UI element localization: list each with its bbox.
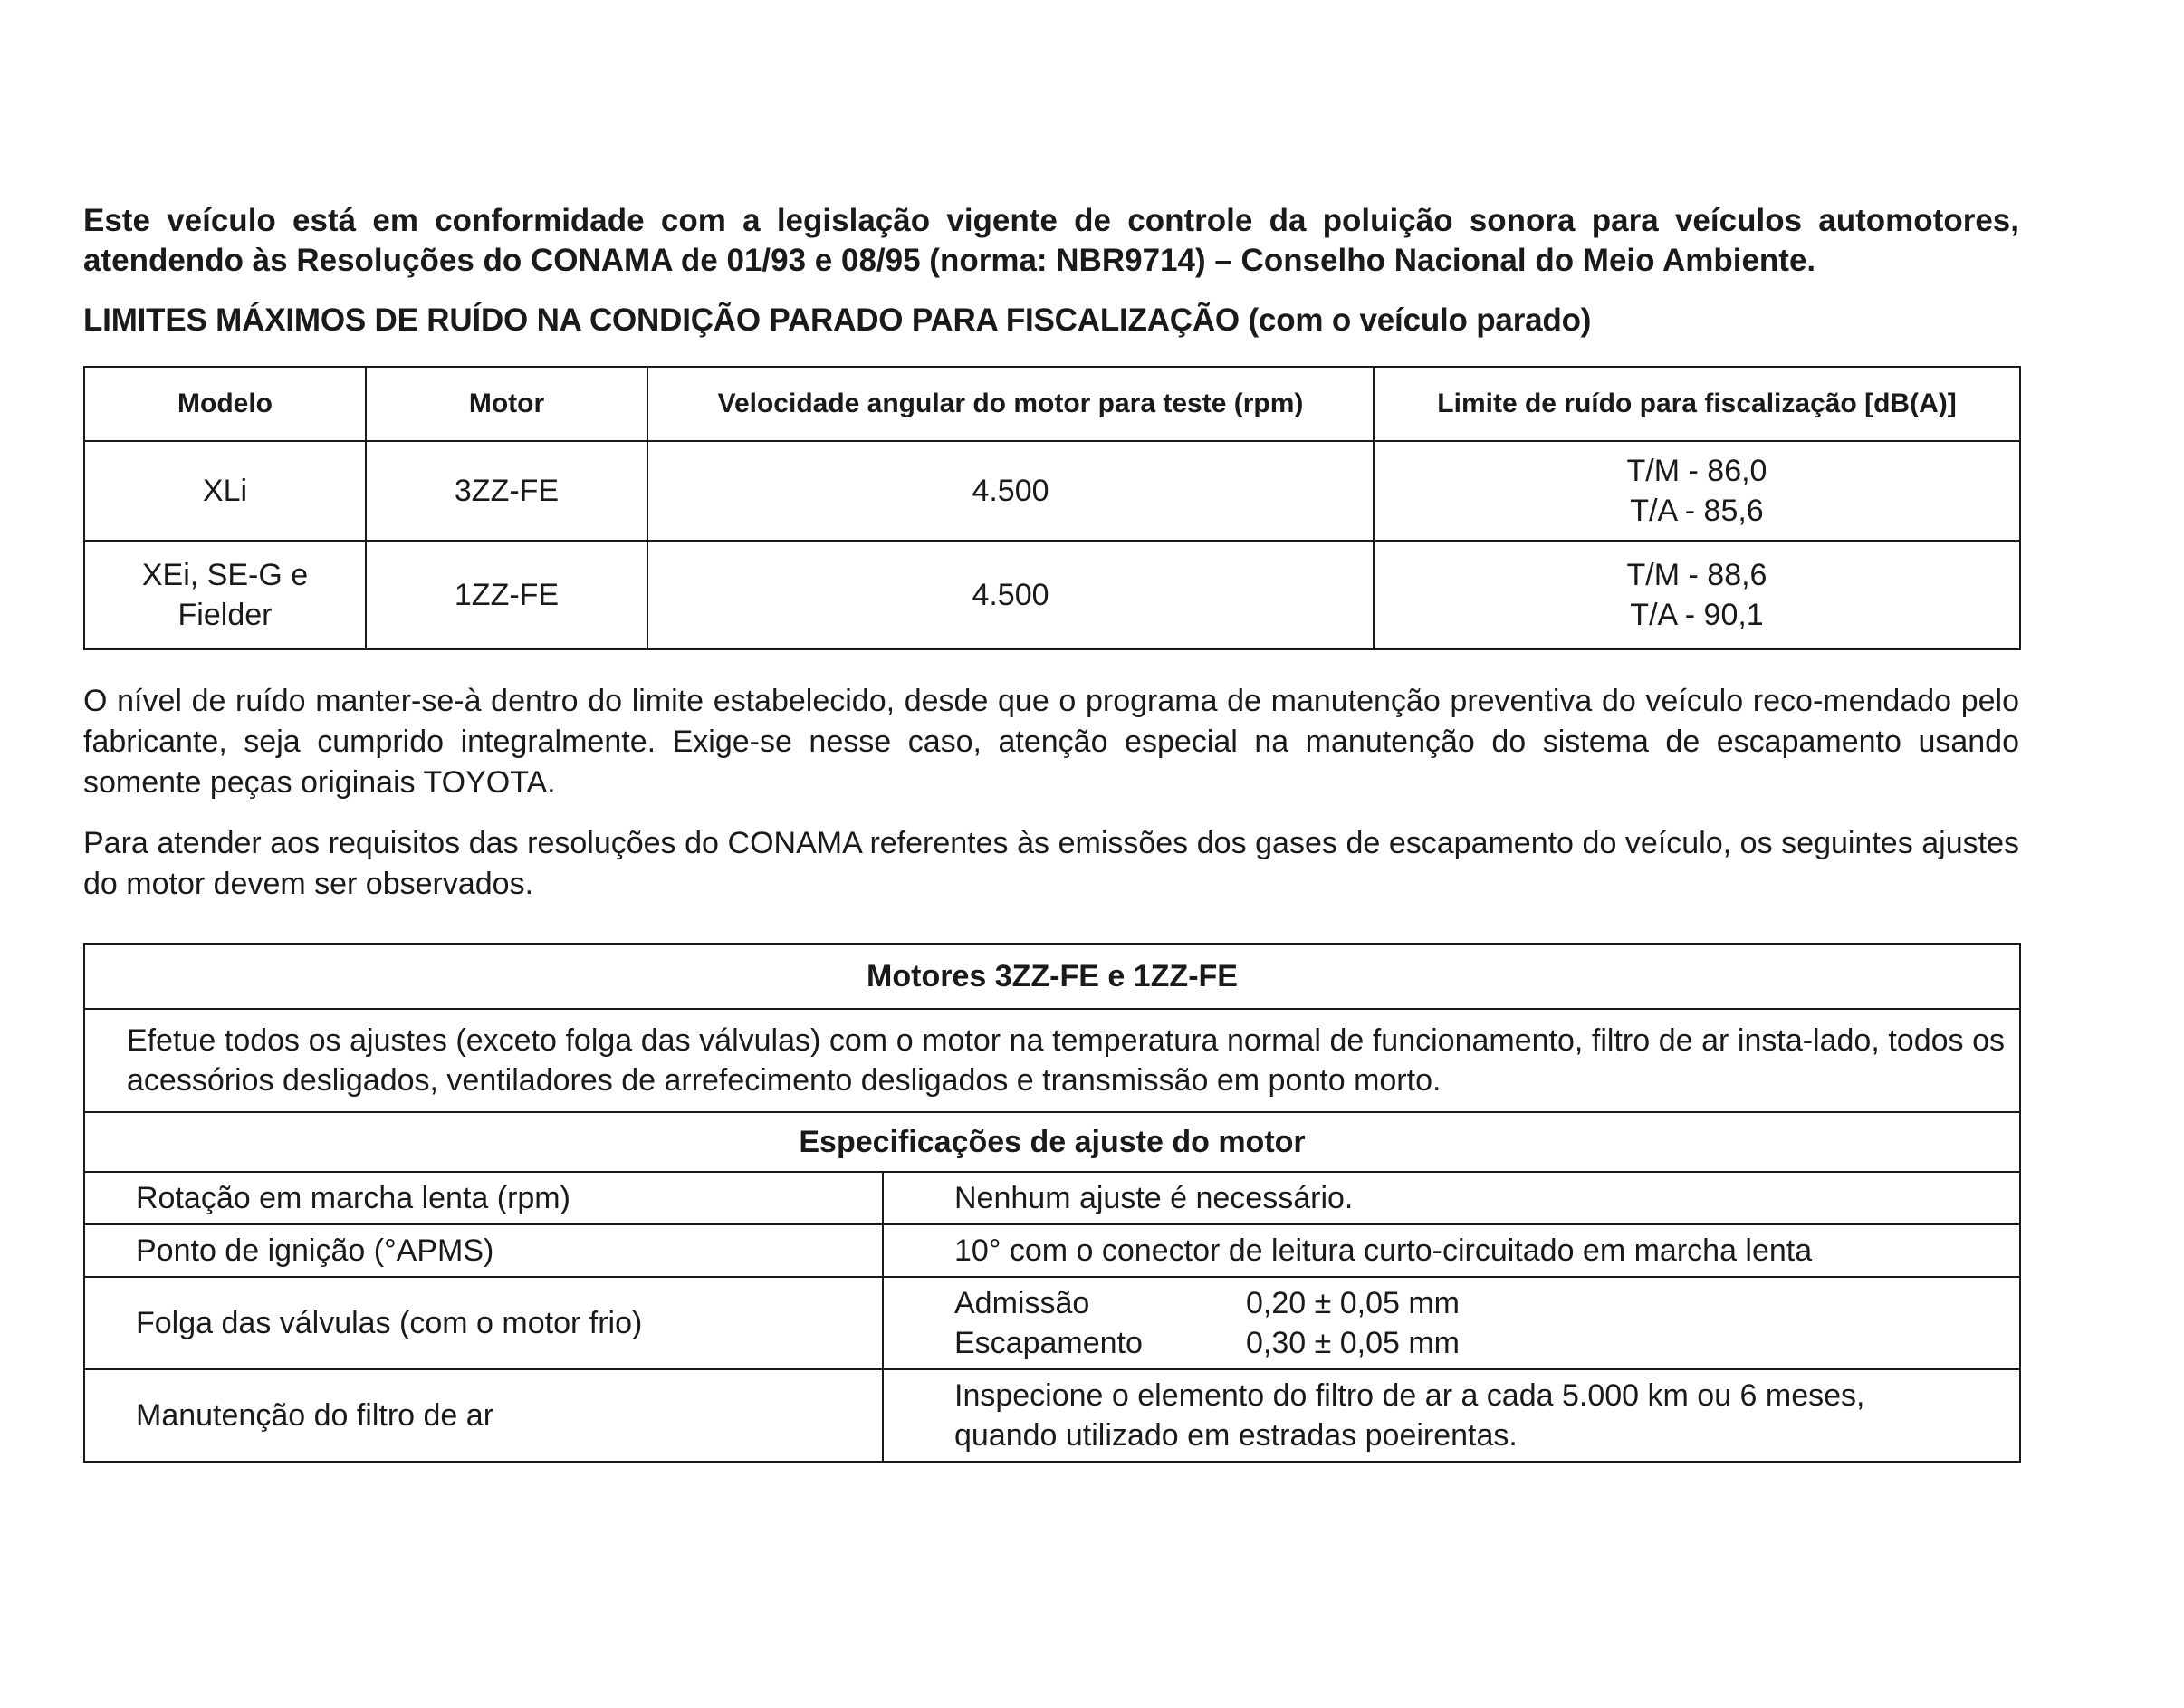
spec-subtitle-row: [84, 1112, 2020, 1172]
noise-limits-heading: LIMITES MÁXIMOS DE RUÍDO NA CONDIÇÃO PARADO PARA FISCALIZAÇÃO (com o veículo parado): [83, 302, 1592, 338]
spec-value-line: quando utilizado em estradas poeirentas.: [954, 1418, 1518, 1453]
clearance-value: 0,30 ± 0,05 mm: [1246, 1326, 1460, 1360]
table-row: [84, 441, 2020, 541]
spec-value: [883, 1369, 2020, 1462]
spec-label: Manutenção do filtro de ar: [84, 1369, 883, 1462]
limite-tm: T/M - 88,6: [1626, 558, 1767, 592]
cell-modelo: [84, 541, 366, 649]
table-row: [84, 1224, 2020, 1277]
table-row: [84, 1172, 2020, 1224]
cell-modelo: [84, 441, 366, 541]
spec-value: Nenhum ajuste é necessário.: [883, 1172, 2020, 1224]
spec-table-title: Motores 3ZZ-FE e 1ZZ-FE: [84, 944, 2020, 1009]
noise-maintenance-paragraph: O nível de ruído manter-se-à dentro do limite estabelecido, desde que o programa de manutenção preventiva do veículo reco-mendado pelo fabricante, seja cumprido integralmente. Exige-se nesse caso, atenção especial na manutenção do sistema de escapamento usando somente peças originais TOYOTA.: [83, 684, 2019, 800]
spec-value: 10° com o conector de leitura curto-circuitado em marcha lenta: [883, 1224, 2020, 1277]
page-content: [83, 201, 2019, 1463]
modelo-line: XLi: [202, 474, 248, 508]
table-row: [84, 541, 2020, 649]
header-modelo: Modelo: [84, 367, 366, 441]
cell-limite: [1374, 541, 2020, 649]
limite-ta: T/A - 85,6: [1630, 494, 1764, 528]
clearance-intake: [954, 1283, 2019, 1323]
header-motor: Motor: [366, 367, 647, 441]
cell-motor: 3ZZ-FE: [366, 441, 647, 541]
modelo-line: Fielder: [177, 598, 273, 632]
spec-table-subtitle: Especificações de ajuste do motor: [84, 1112, 2020, 1172]
emissions-paragraph: Para atender aos requisitos das resoluções do CONAMA referentes às emissões dos gases de escapamento do veículo, os seguintes ajustes do motor devem ser observados.: [83, 826, 2019, 901]
clearance-name: Admissão: [954, 1286, 1090, 1320]
header-limite: Limite de ruído para fiscalização [dB(A)]: [1374, 367, 2020, 441]
table-header-row: [84, 367, 2020, 441]
clearance-exhaust: [954, 1323, 2019, 1363]
table-row: [84, 1277, 2020, 1369]
spec-value: [883, 1277, 2020, 1369]
noise-limits-table: [83, 366, 2021, 650]
modelo-line: XEi, SE-G e: [141, 558, 309, 592]
header-velocidade: Velocidade angular do motor para teste (rpm): [647, 367, 1374, 441]
spec-title-row: [84, 944, 2020, 1009]
engine-adjustment-table: [83, 943, 2021, 1463]
limite-tm: T/M - 86,0: [1626, 454, 1767, 488]
clearance-name: Escapamento: [954, 1326, 1143, 1360]
cell-motor: 1ZZ-FE: [366, 541, 647, 649]
cell-limite: [1374, 441, 2020, 541]
limite-ta: T/A - 90,1: [1630, 598, 1764, 632]
cell-rpm: 4.500: [647, 541, 1374, 649]
clearance-value: 0,20 ± 0,05 mm: [1246, 1286, 1460, 1320]
spec-label: Ponto de ignição (°APMS): [84, 1224, 883, 1277]
spec-table-note: Efetue todos os ajustes (exceto folga das válvulas) com o motor na temperatura normal de funcionamento, filtro de ar insta-lado, todos os acessórios desligados, ventiladores de arrefecimento desligados e transmissão em ponto morto.: [84, 1009, 2020, 1112]
spec-label: Rotação em marcha lenta (rpm): [84, 1172, 883, 1224]
spec-value-line: Inspecione o elemento do filtro de ar a cada 5.000 km ou 6 meses,: [954, 1378, 1865, 1413]
table-row: [84, 1369, 2020, 1462]
compliance-statement: Este veículo está em conformidade com a legislação vigente de controle da poluição sonora para veículos automotores, atendendo às Resoluções do CONAMA de 01/93 e 08/95 (norma: NBR9714) – Conselho Nacional do Meio Ambiente.: [83, 203, 2019, 278]
cell-rpm: 4.500: [647, 441, 1374, 541]
spec-label: Folga das válvulas (com o motor frio): [84, 1277, 883, 1369]
spec-note-row: [84, 1009, 2020, 1112]
